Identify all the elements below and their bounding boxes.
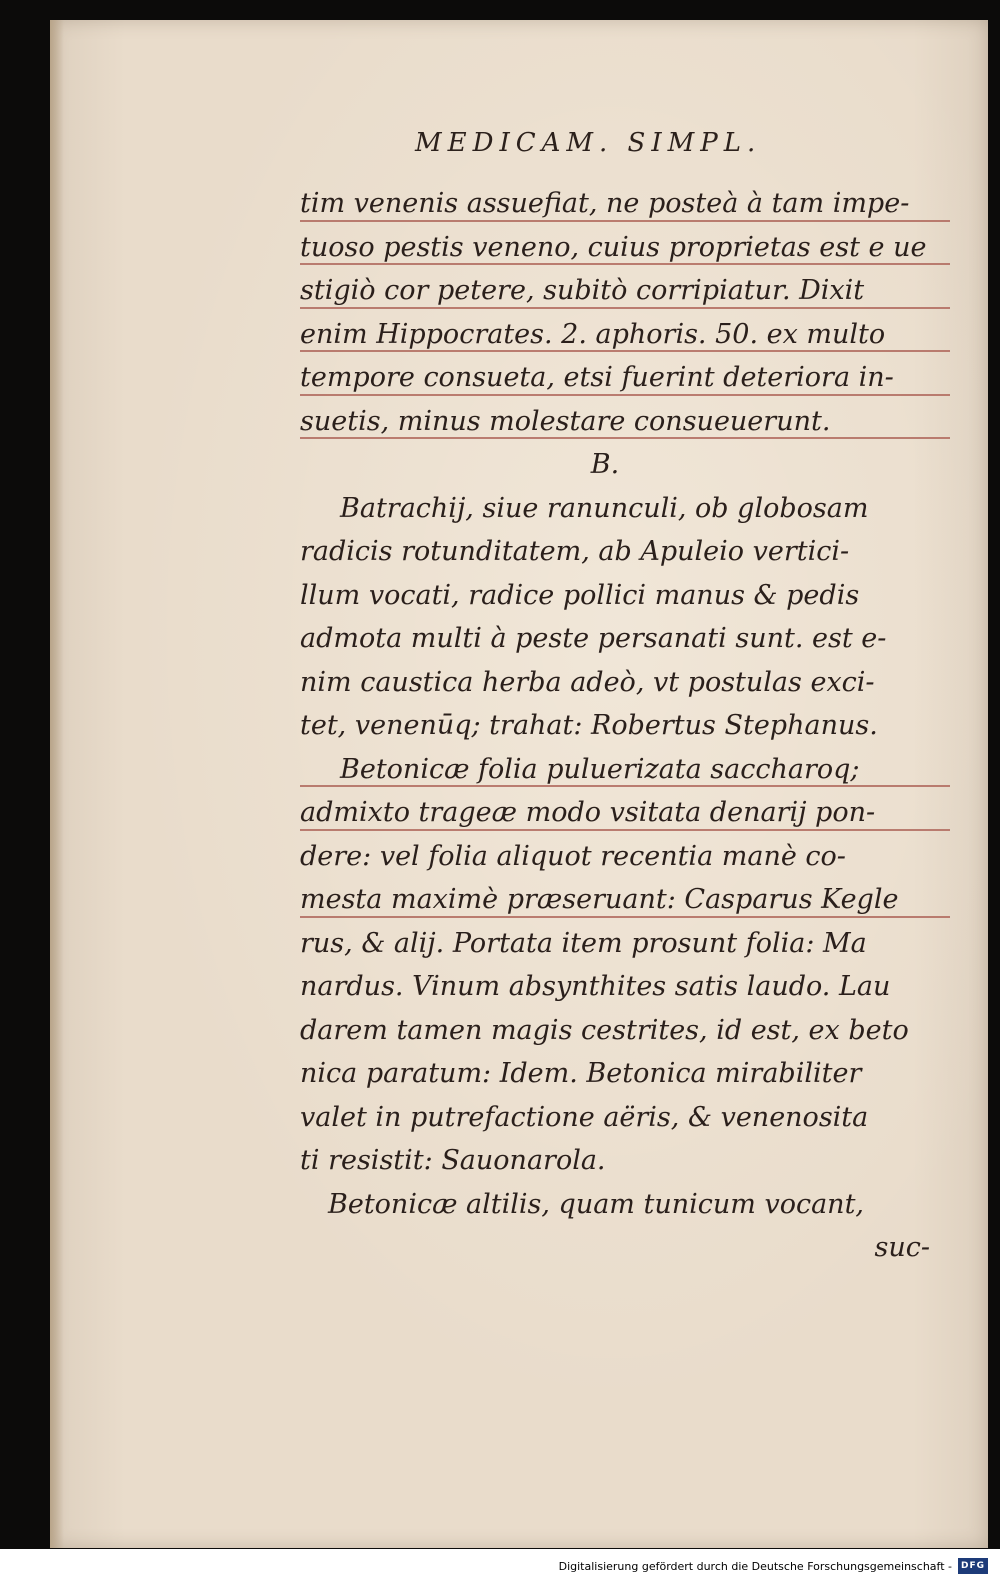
book-page xyxy=(50,20,988,1548)
text-line: tuoso pestis veneno, cuius proprietas est e ue xyxy=(300,226,950,270)
text-line: enim Hippocrates. 2. aphoris. 50. ex multo xyxy=(300,313,950,357)
text-line: valet in putrefactione aëris, & venenosita xyxy=(300,1101,869,1133)
text-line: dere: vel folia aliquot recentia manè co- xyxy=(300,840,846,872)
text-line: nica paratum: Idem. Betonica mirabiliter xyxy=(300,1058,862,1089)
text-line: suetis, minus molestare consueuerunt. xyxy=(300,400,950,444)
text-line: darem tamen magis cestrites, id est, ex beto xyxy=(300,1014,909,1046)
text-line: tempore consueta, etsi fuerint deteriora in- xyxy=(300,356,950,400)
text-line: stigiò cor petere, subitò corripiatur. Dixit xyxy=(300,269,950,313)
section-letter: B. xyxy=(590,449,620,480)
text-line: tim venenis assuefiat, ne posteà à tam impe- xyxy=(300,182,950,226)
catchword: suc- xyxy=(874,1232,930,1263)
text-line: Batrachij, siue ranunculi, ob globosam xyxy=(340,492,869,524)
text-line: mesta maximè præseruant: Casparus Kegle xyxy=(300,878,950,922)
text-line: tet, venenūq; trahat: Robertus Stephanus. xyxy=(300,710,878,741)
text-line: admixto trageæ modo vsitata denarij pon- xyxy=(300,791,950,835)
funding-credit: Digitalisierung gefördert durch die Deutsche Forschungsgemeinschaft - xyxy=(558,1560,952,1573)
page-edge-shadow xyxy=(50,20,64,1548)
text-line: ti resistit: Sauonarola. xyxy=(300,1145,606,1176)
text-line: admota multi à peste persanati sunt. est e- xyxy=(300,623,887,654)
text-line: rus, & alij. Portata item prosunt folia: Ma xyxy=(300,927,867,959)
dfg-logo-icon: DFG xyxy=(958,1558,988,1574)
text-line: radicis rotunditatem, ab Apuleio vertici- xyxy=(300,536,850,567)
text-line: nim caustica herba adeò, vt postulas exci- xyxy=(300,666,875,698)
text-line: nardus. Vinum absynthites satis laudo. Lau xyxy=(300,971,891,1002)
text-line: llum vocati, radice pollici manus & pedis xyxy=(300,579,860,611)
text-line: Betonicæ folia puluerizata saccharoq; xyxy=(300,748,950,792)
running-title: MEDICAM. SIMPL. xyxy=(415,128,762,158)
footer-bar xyxy=(0,1549,1000,1589)
text-line: Betonicæ altilis, quam tunicum vocant, xyxy=(328,1188,865,1220)
page-text-block xyxy=(300,182,950,1270)
